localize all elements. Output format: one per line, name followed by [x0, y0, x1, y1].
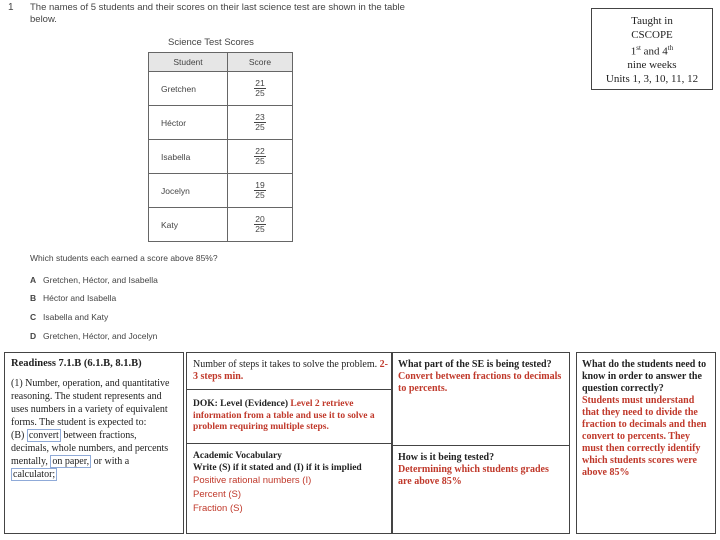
cscope-weeks-line [592, 42, 712, 59]
option-letter: D [30, 331, 37, 341]
se-part-value: Convert between fractions to decimals to percents. [398, 371, 562, 394]
student-name: Isabella [149, 140, 228, 174]
score-fraction [254, 79, 265, 98]
cscope-box [591, 8, 713, 90]
steps-value: 2-3 steps min. [193, 359, 388, 382]
cscope-line: nine weeks [627, 59, 677, 72]
option-letter: A [30, 275, 37, 285]
list-item: Positive rational numbers (I) [193, 475, 312, 486]
answer-option-b[interactable] [30, 293, 116, 303]
list-item: Percent (S) [193, 489, 242, 500]
how-tested-box [392, 445, 570, 534]
score-numerator: 19 [255, 180, 265, 190]
ordinal-suffix: st [636, 44, 641, 52]
vocab-list [193, 474, 389, 516]
readiness-box [4, 352, 184, 534]
expectation-text: or with a [91, 456, 130, 467]
answer-option-a[interactable] [30, 275, 158, 285]
steps-section [193, 359, 389, 383]
score-numerator: 20 [255, 214, 265, 224]
option-letter: C [30, 312, 37, 322]
dok-value: Level 2 retrieve information from a table and use it to solve a problem requiring multiple steps. [193, 399, 375, 432]
readiness-text [11, 377, 177, 481]
question-number: 1 [8, 2, 14, 13]
expectation-text: between fractions, decimals, whole numbers, and percents mentally, [11, 430, 169, 467]
score-denominator: 25 [255, 122, 265, 132]
student-name: Jocelyn [149, 174, 228, 208]
student-name: Héctor [149, 106, 228, 140]
highlight-on-paper: on paper, [52, 456, 90, 467]
option-text: Héctor and Isabella [43, 293, 117, 303]
score-fraction [254, 147, 265, 166]
option-text: Isabella and Katy [43, 312, 109, 322]
dok-section [193, 399, 389, 434]
knowledge-box [576, 352, 716, 534]
option-text: Gretchen, Héctor, and Isabella [43, 275, 158, 285]
cscope-line: Taught in [631, 15, 673, 27]
score-fraction [254, 113, 265, 132]
dok-label: DOK: Level (Evidence) [193, 399, 288, 409]
score-fraction [254, 181, 265, 200]
cscope-first: 1 [630, 45, 637, 58]
score-denominator: 25 [255, 88, 265, 98]
answer-option-c[interactable] [30, 312, 108, 322]
se-part-label: What part of the SE is being tested? [398, 359, 552, 370]
score-numerator: 22 [255, 146, 265, 156]
score-fraction [254, 215, 265, 234]
table-title: Science Test Scores [168, 37, 254, 48]
vocab-title: Academic Vocabulary [193, 451, 282, 461]
question-text: The names of 5 students and their scores on their last science test are shown in the table below. [30, 2, 405, 25]
steps-label: Number of steps it takes to solve the problem. [193, 359, 378, 370]
score-denominator: 25 [255, 156, 265, 166]
knowledge-value: Students must understand that they need to divide the fraction to decimals and then convert to percents. They must then correctly identify which students scores were above 85% [582, 395, 707, 478]
se-part-box [392, 352, 570, 446]
table-row [149, 72, 293, 106]
student-header: Student [149, 53, 228, 72]
score-numerator: 21 [255, 78, 265, 88]
knowledge-label: What do the students need to know in order to answer the question correctly? [582, 359, 707, 394]
vocab-subtitle: Write (S) if it stated and (I) if it is implied [193, 462, 362, 473]
table-row [149, 174, 293, 208]
student-name: Katy [149, 208, 228, 242]
student-name: Gretchen [149, 72, 228, 106]
cscope-line: Units 1, 3, 10, 11, 12 [605, 72, 699, 85]
highlight-convert: convert [28, 430, 59, 441]
table-row [149, 140, 293, 174]
option-text: Gretchen, Héctor, and Jocelyn [43, 331, 158, 341]
list-item: Fraction (S) [193, 503, 243, 514]
vocab-section [193, 451, 389, 516]
readiness-title: Readiness 7.1.B (6.1.B, 8.1.B) [11, 358, 142, 369]
cscope-fourth: and 4 [640, 45, 668, 58]
ordinal-suffix: th [667, 44, 674, 52]
option-letter: B [30, 293, 37, 303]
how-tested-value: Determining which students grades are above 85% [398, 464, 549, 487]
score-denominator: 25 [255, 224, 265, 234]
score-denominator: 25 [255, 190, 265, 200]
answer-option-d[interactable] [30, 331, 157, 341]
highlight-calculator: calculator; [13, 469, 56, 480]
question-prompt: Which students each earned a score above 85%? [30, 253, 218, 263]
table-row [149, 106, 293, 140]
score-numerator: 23 [255, 112, 265, 122]
readiness-paragraph: (1) Number, operation, and quantitative reasoning. The student represents and uses numbers in a variety of equivalent forms. The student is expected to: [11, 378, 170, 428]
score-header: Score [228, 53, 293, 72]
science-score-table [148, 52, 293, 242]
how-tested-label: How is it being tested? [398, 452, 495, 463]
expectation-letter: (B) [11, 430, 25, 441]
table-row [149, 208, 293, 242]
cscope-line: CSCOPE [631, 28, 673, 41]
